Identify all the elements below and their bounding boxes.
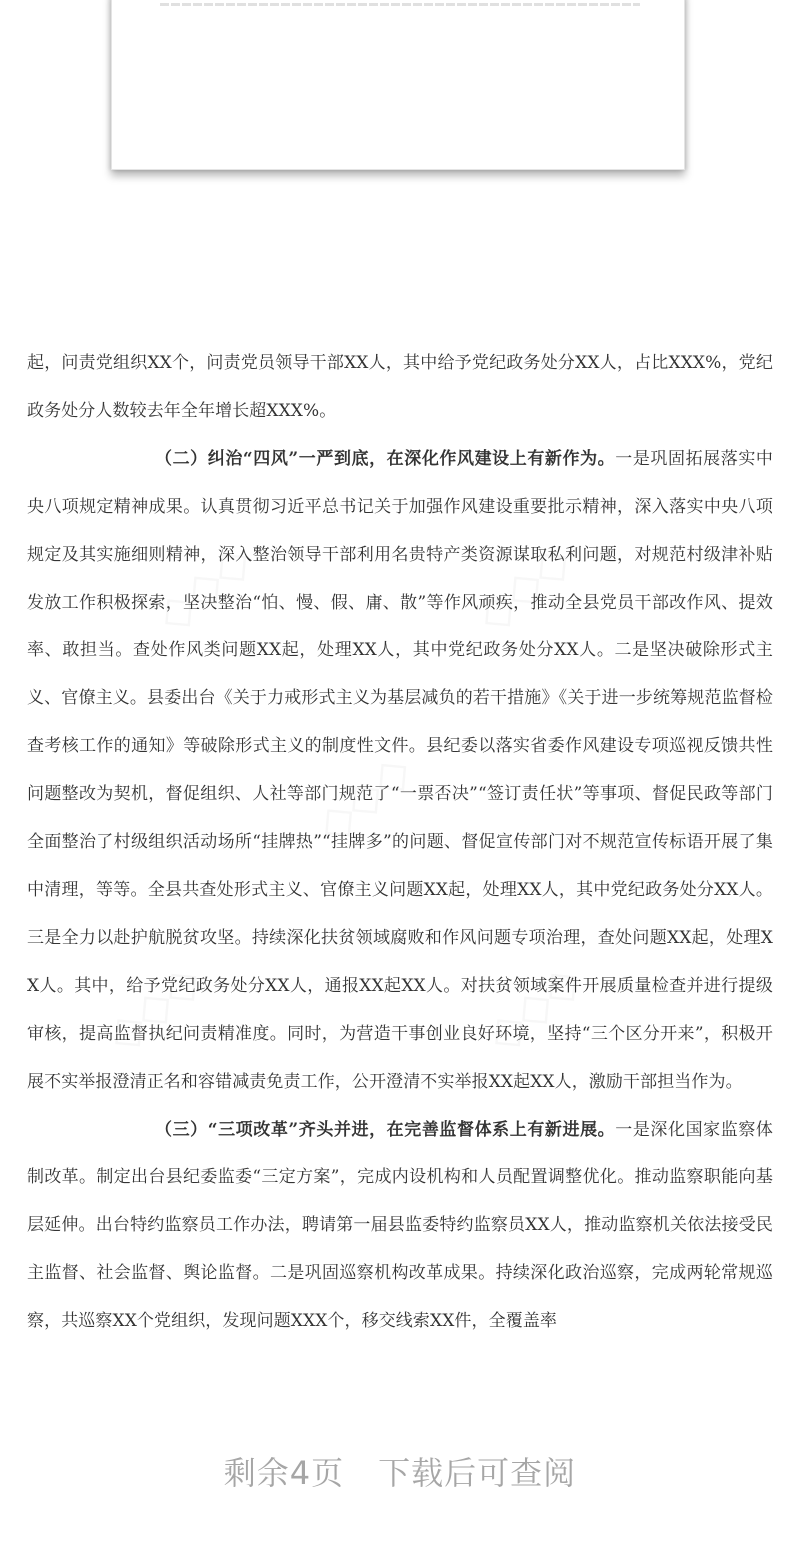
section-heading-3: （三）“三项改革”齐头并进，在完善监督体系上有新进展。 bbox=[155, 1119, 616, 1140]
document-body bbox=[27, 340, 773, 1346]
paragraph-2-text: 一是巩固拓展落实中央八项规定精神成果。认真贯彻习近平总书记关于加强作风建设重要批示精神，深入落实中央八项规定及其实施细则精神，深入整治领导干部利用名贵特产类资源谋取私利问题，对规范村级津补贴发放工作积极探索，坚决整治“怕、慢、假、庸、散”等作风顽疾，推动全县党员干部改作风、提效率、敢担当。查处作风类问题XX起，处理XX人，其中党纪政务处分XX人。二是坚决破除形式主义、官僚主义。县委出台《关于力戒形式主义为基层减负的若干措施》《关于进一步统筹规范监督检查考核工作的通知》等破除形式主义的制度性文件。县纪委以落实省委作风建设专项巡视反馈共性问题整改为契机，督促组织、人社等部门规范了“一票否决”“签订责任状”等事项、督促民政等部门全面整治了村级组织活动场所“挂牌热”“挂牌多”的问题、督促宣传部门对不规范宣传标语开展了集中清理，等等。全县共查处形式主义、官僚主义问题XX起，处理XX人，其中党纪政务处分XX人。三是全力以赴护航脱贫攻坚。持续深化扶贫领域腐败和作风问题专项治理，查处问题XX起，处理XX人。其中，给予党纪政务处分XX人，通报XX起XX人。对扶贫领域案件开展质量检查并进行提级审核，提高监督执纪问责精准度。同时，为营造干事创业良好环境，坚持“三个区分开来”，积极开展不实举报澄清正名和容错减责免责工作，公开澄清不实举报XX起XX人，激励干部担当作为。 bbox=[27, 448, 773, 1092]
paragraph-3 bbox=[27, 1107, 773, 1347]
watermark-decoration: ◇◇◇ bbox=[305, 742, 422, 852]
paragraph-1-text: 起，问责党组织XX个，问责党员领导干部XX人，其中给予党纪政务处分XX人，占比XXX%，党纪政务处分人数较去年全年增长超XXX%。 bbox=[27, 353, 773, 421]
download-prompt[interactable] bbox=[0, 1445, 800, 1501]
paragraph-3-text: 一是深化国家监察体制改革。制定出台县纪委监委“三定方案”，完成内设机构和人员配置调整优化。推动监察职能向基层延伸。出台特约监察员工作办法，聘请第一届县监委特约监察员XX人，推动监察机关依法接受民主监督、社会监督、舆论监督。二是巩固巡察机构改革成果。持续深化政治巡察，完成两轮常规巡察，共巡察XX个党组织，发现问题XXX个，移交线索XX件，全覆盖率 bbox=[27, 1119, 773, 1332]
watermark-decoration: ◇◇◇ bbox=[475, 952, 592, 1062]
paragraph-1 bbox=[27, 340, 773, 436]
section-heading-2: （二）纠治“四风”一严到底，在深化作风建设上有新作为。 bbox=[155, 448, 616, 469]
download-to-view-text: 下载后可查阅 bbox=[378, 1454, 577, 1492]
remaining-pages-text: 剩余4页 bbox=[223, 1454, 345, 1492]
paragraph-2 bbox=[27, 436, 773, 1107]
watermark-decoration: ◇◇◇ bbox=[95, 952, 212, 1062]
previous-page-bottom bbox=[111, 0, 685, 170]
previous-page-faint-text bbox=[160, 3, 640, 6]
watermark-decoration: ◇◇◇ bbox=[145, 532, 262, 642]
watermark-decoration: ◇◇◇ bbox=[465, 532, 582, 642]
